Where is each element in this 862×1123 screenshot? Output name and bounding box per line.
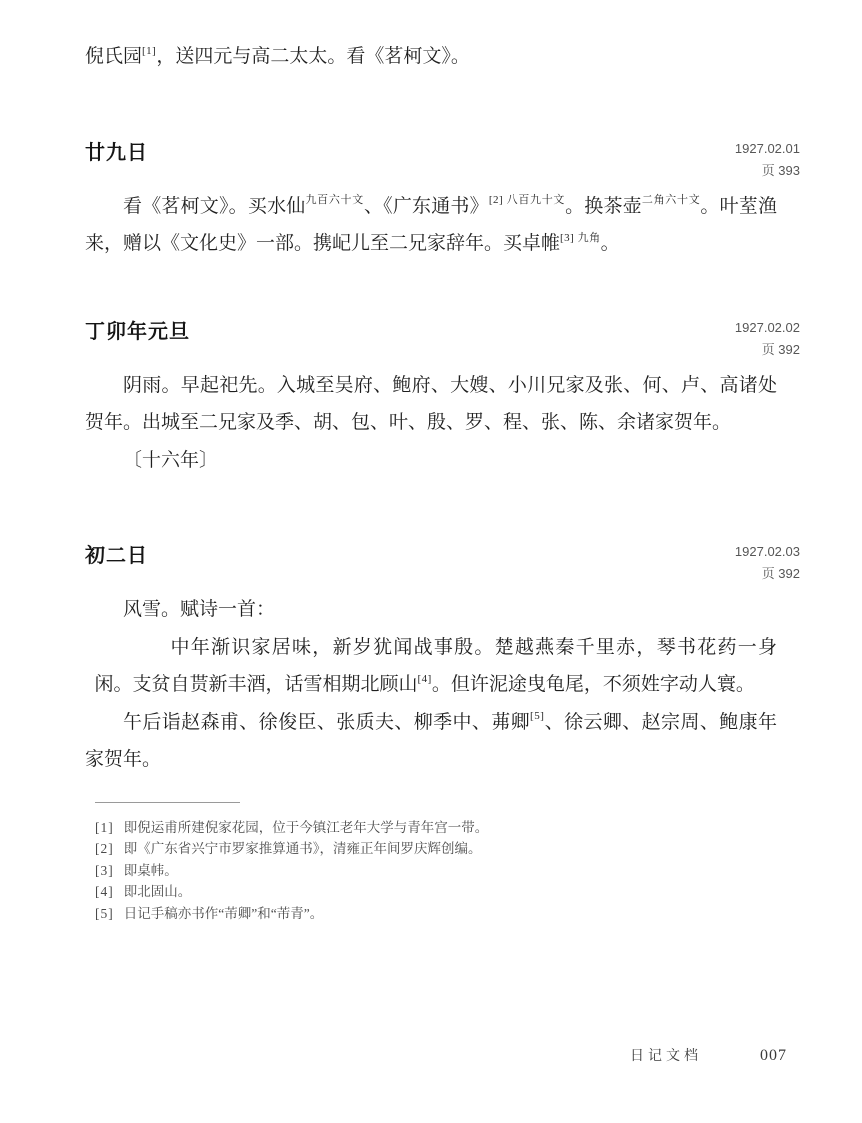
footnote-marker: [3] bbox=[95, 862, 114, 878]
footnote-ref-superscript: 二角六十文 bbox=[641, 194, 701, 207]
footnote-text: 即《广东省兴宁市罗家推算通书》，清雍正年间罗庆辉创编。 bbox=[123, 841, 482, 856]
entry-header bbox=[85, 317, 800, 361]
entry-title: 初二日 bbox=[85, 545, 148, 567]
footnote-item bbox=[95, 881, 800, 903]
footnote-ref-superscript: 九百六十文 bbox=[305, 194, 364, 207]
entry-meta bbox=[735, 138, 800, 182]
entry-section-1 bbox=[85, 138, 800, 263]
entry-bracket-note: 〔十六年〕 bbox=[123, 449, 219, 471]
footnote-marker: [4] bbox=[95, 884, 114, 899]
entry-paragraph: 看《茗柯文》。买水仙$^{九百六十文}$、《广东通书》$^{[2] 八百九十文}$。换茶壶$^{二角六十文}$。叶荎渔来，赠以《文化史》一部。携屺儿至二兄家辞年。买卓帷$^{[3] 九角}$。 bbox=[85, 194, 777, 254]
entry-page-ref: 页 392 bbox=[761, 566, 800, 581]
entry-poem: 中年渐识家居味，新岁犹闻战事殷。楚越燕秦千里赤，琴书花药一身闲。支贫自贳新丰酒，话雪相期北顾山[4]。但许泥途曳龟尾，不须姓字动人寰。 bbox=[94, 636, 777, 695]
footnote-ref-superscript: [2] 八百九十文 bbox=[488, 194, 566, 207]
entry-section-2 bbox=[85, 317, 800, 480]
entry-paragraph: 风雪。赋诗一首： bbox=[123, 599, 276, 620]
entry-date: 1927.02.03 bbox=[734, 544, 800, 559]
entry-section-3 bbox=[85, 541, 800, 779]
footnote-item bbox=[95, 903, 800, 925]
footnote-item bbox=[95, 860, 800, 882]
footnote-ref-superscript: [4] bbox=[417, 672, 432, 685]
footnote-text: 即倪运甫所建倪家花园，位于今镇江老年大学与青年宫一带。 bbox=[123, 819, 489, 835]
footnote-ref-superscript: [1] bbox=[142, 44, 157, 57]
footnote-list bbox=[85, 817, 800, 925]
entry-meta bbox=[735, 541, 800, 585]
footnote-text: 即北固山。 bbox=[123, 884, 192, 899]
page-footer bbox=[85, 1045, 787, 1065]
entry-page-ref: 页 392 bbox=[761, 341, 800, 357]
entry-header bbox=[85, 138, 800, 182]
entry-page-ref: 页 393 bbox=[761, 162, 800, 178]
entry-date: 1927.02.01 bbox=[734, 140, 800, 156]
footnote-text: 日记手稿亦书作“芾卿”和“芾青”。 bbox=[123, 905, 324, 921]
footnote-divider bbox=[95, 802, 240, 803]
footnote-text: 即桌帏。 bbox=[123, 862, 178, 878]
entry-paragraph: 阴雨。早起祀先。入城至吴府、鲍府、大嫂、小川兄家及张、何、卢、高诸处贺年。出城至二兄家及季、胡、包、叶、殷、罗、程、张、陈、余诸家贺年。 bbox=[85, 374, 777, 433]
footnote-item bbox=[95, 817, 800, 839]
intro-paragraph: 倪氏园[1]，送四元与高二太太。看《茗柯文》。 bbox=[85, 44, 470, 67]
entry-meta bbox=[735, 317, 800, 361]
text-column bbox=[85, 38, 800, 924]
footnote-item bbox=[95, 838, 800, 860]
entry-title: 廿九日 bbox=[85, 141, 148, 164]
footnote-marker: [2] bbox=[95, 841, 114, 856]
footnote-marker: [5] bbox=[95, 905, 114, 921]
footnote-ref-superscript: [5] bbox=[530, 710, 545, 723]
entry-header bbox=[85, 541, 800, 585]
footer-page-number: 007 bbox=[760, 1047, 787, 1064]
footnote-marker: [1] bbox=[95, 819, 114, 835]
entry-paragraph: 午后诣赵森甫、徐俊臣、张质夫、柳季中、茀卿[5]、徐云卿、赵宗周、鲍康年家贺年。 bbox=[85, 710, 777, 770]
entry-title: 丁卯年元旦 bbox=[85, 320, 190, 343]
footnotes-block bbox=[85, 802, 800, 925]
footer-book-title: 日记文档 bbox=[630, 1049, 702, 1064]
entry-date: 1927.02.02 bbox=[734, 319, 800, 335]
footnote-ref-superscript: [3] 九角 bbox=[560, 231, 601, 244]
